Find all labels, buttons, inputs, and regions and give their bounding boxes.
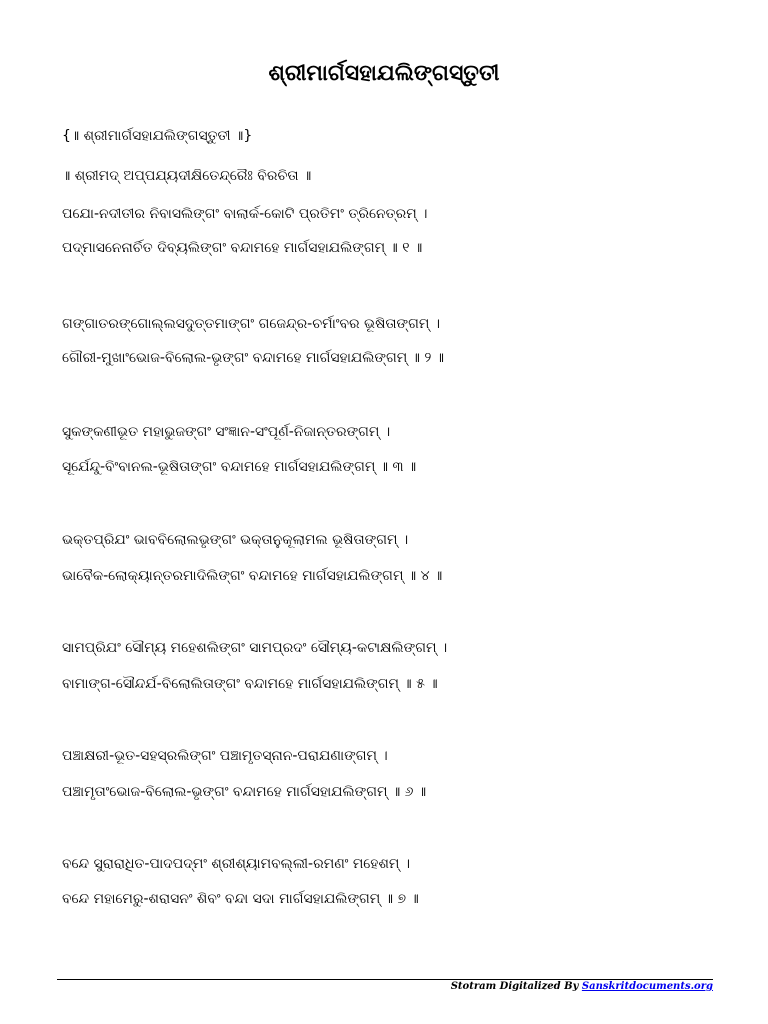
verse-3-line-2: ସୂର୍ଯେନ୍ଦୁ-ବିଂବାନଲ-ଭୂଷିତାଙ୍ଗଂ ବନ୍ଦାମହେ ମାର୍ଗସହାଯଲିଙ୍ଗମ୍ ॥ ୩ ॥ — [62, 459, 417, 475]
verse-5-line-1: ସାମପ୍ରିଯଂ ସୌମ୍ୟ ମହେଶଲିଙ୍ଗଂ ସାମପ୍ରଦଂ ସୌମ୍ୟ-କଟାକ୍ଷଲିଙ୍ଗମ୍ । — [62, 640, 448, 656]
verse-6-line-1: ପଞ୍ଚାକ୍ଷରୀ-ଭୂତ-ସହସ୍ରଲିଙ୍ଗଂ ପଞ୍ଚାମୃତସ୍ନାନ-ପରାଯଣାଙ୍ଗମ୍ । — [62, 748, 388, 764]
verse-7-line-2: ବନ୍ଦେ ମହାମେରୁ-ଶରାସନଂ ଶିବଂ ବନ୍ଦା ସଦା ମାର୍ଗସହାଯଲିଙ୍ଗମ୍ ॥ ୭ ॥ — [62, 891, 419, 907]
verse-5-line-2: ବାମାଙ୍ଗ-ସୌନ୍ଦର୍ଯ-ବିଲୋଲିତାଙ୍ଗଂ ବନ୍ଦାମହେ ମାର୍ଗସହାଯଲିଙ୍ଗମ୍ ॥ ୫ ॥ — [62, 676, 438, 692]
footer-credit — [451, 980, 713, 994]
page-title: ଶ୍ରୀମାର୍ଗସହାଯଲିଙ୍ଗସ୍ତୁତୀ — [268, 61, 500, 86]
header-line: {॥ ଶ୍ରୀମାର୍ଗସହାଯଲିଙ୍ଗସ୍ତୁତୀ ॥} — [62, 128, 253, 144]
verse-1-line-1: ପଯୋ-ନଦୀତୀର ନିବାସଲିଙ୍ଗଂ ବାଲାର୍କ-କୋଟି ପ୍ରତିମଂ ତ୍ରିନେତ୍ରମ୍ । — [62, 206, 428, 222]
verse-1-line-2: ପଦ୍ମାସନେନାର୍ଚିତ ଦିବ୍ୟଲିଙ୍ଗଂ ବନ୍ଦାମହେ ମାର୍ଗସହାଯଲିଙ୍ଗମ୍ ॥ ୧ ॥ — [62, 240, 423, 256]
verse-4-line-1: ଭକ୍ତପ୍ରିଯଂ ଭାବବିଲୋଲଭୃଙ୍ଗଂ ଭକ୍ତାନୁକୂଲାମଲ ଭୂଷିତାଙ୍ଗମ୍ । — [62, 532, 409, 548]
footer-link[interactable]: Sanskritdocuments.org — [581, 981, 713, 992]
verse-3-line-1: ସୁକଙ୍କଣୀଭୂତ ମହାଭୁଜଙ୍ଗଂ ସଂଜ୍ଞାନ-ସଂପୂର୍ଣ-ନିଜାନ୍ତରଙ୍ଗମ୍ । — [62, 424, 391, 440]
verse-2-line-1: ଗଙ୍ଗାତରଙ୍ଗୋଲ୍ଲସଦୁତ୍ତମାଙ୍ଗଂ ଗଜେନ୍ଦ୍ର-ଚର୍ମାଂବର ଭୂଷିତାଙ୍ଗମ୍ । — [62, 316, 441, 332]
footer-prefix: Stotram Digitalized By — [450, 981, 579, 992]
verse-7-line-1: ବନ୍ଦେ ସୁରାରାଧିତ-ପାଦପଦ୍ମଂ ଶ୍ରୀଶ୍ୟାମବଲ୍ଲୀ-ରମଣଂ ମହେଶମ୍ । — [62, 856, 411, 872]
verse-2-line-2: ଗୌରୀ-ମୁଖାଂଭୋଜ-ବିଲୋଲ-ଭୃଙ୍ଗଂ ବନ୍ଦାମହେ ମାର୍ଗସହାଯଲିଙ୍ଗମ୍ ॥ ୨ ॥ — [62, 350, 445, 366]
verse-6-line-2: ପଞ୍ଚାମୃତାଂଭୋଜ-ବିଲୋଲ-ଭୃଙ୍ଗଂ ବନ୍ଦାମହେ ମାର୍ଗସହାଯଲିଙ୍ଗମ୍ ॥ ୬ ॥ — [62, 784, 427, 800]
header-line: ॥ ଶ୍ରୀମଦ୍ ଅପ୍ପଯ୍ୟଦୀକ୍ଷିତେନ୍ଦ୍ରୈଃ ବିରଚିତା ॥ — [62, 168, 312, 184]
verse-4-line-2: ଭାବୈକ-ଲୋକ୍ୟାନ୍ତରମାଦିଲିଙ୍ଗଂ ବନ୍ଦାମହେ ମାର୍ଗସହାଯଲିଙ୍ଗମ୍ ॥ ୪ ॥ — [62, 568, 443, 584]
